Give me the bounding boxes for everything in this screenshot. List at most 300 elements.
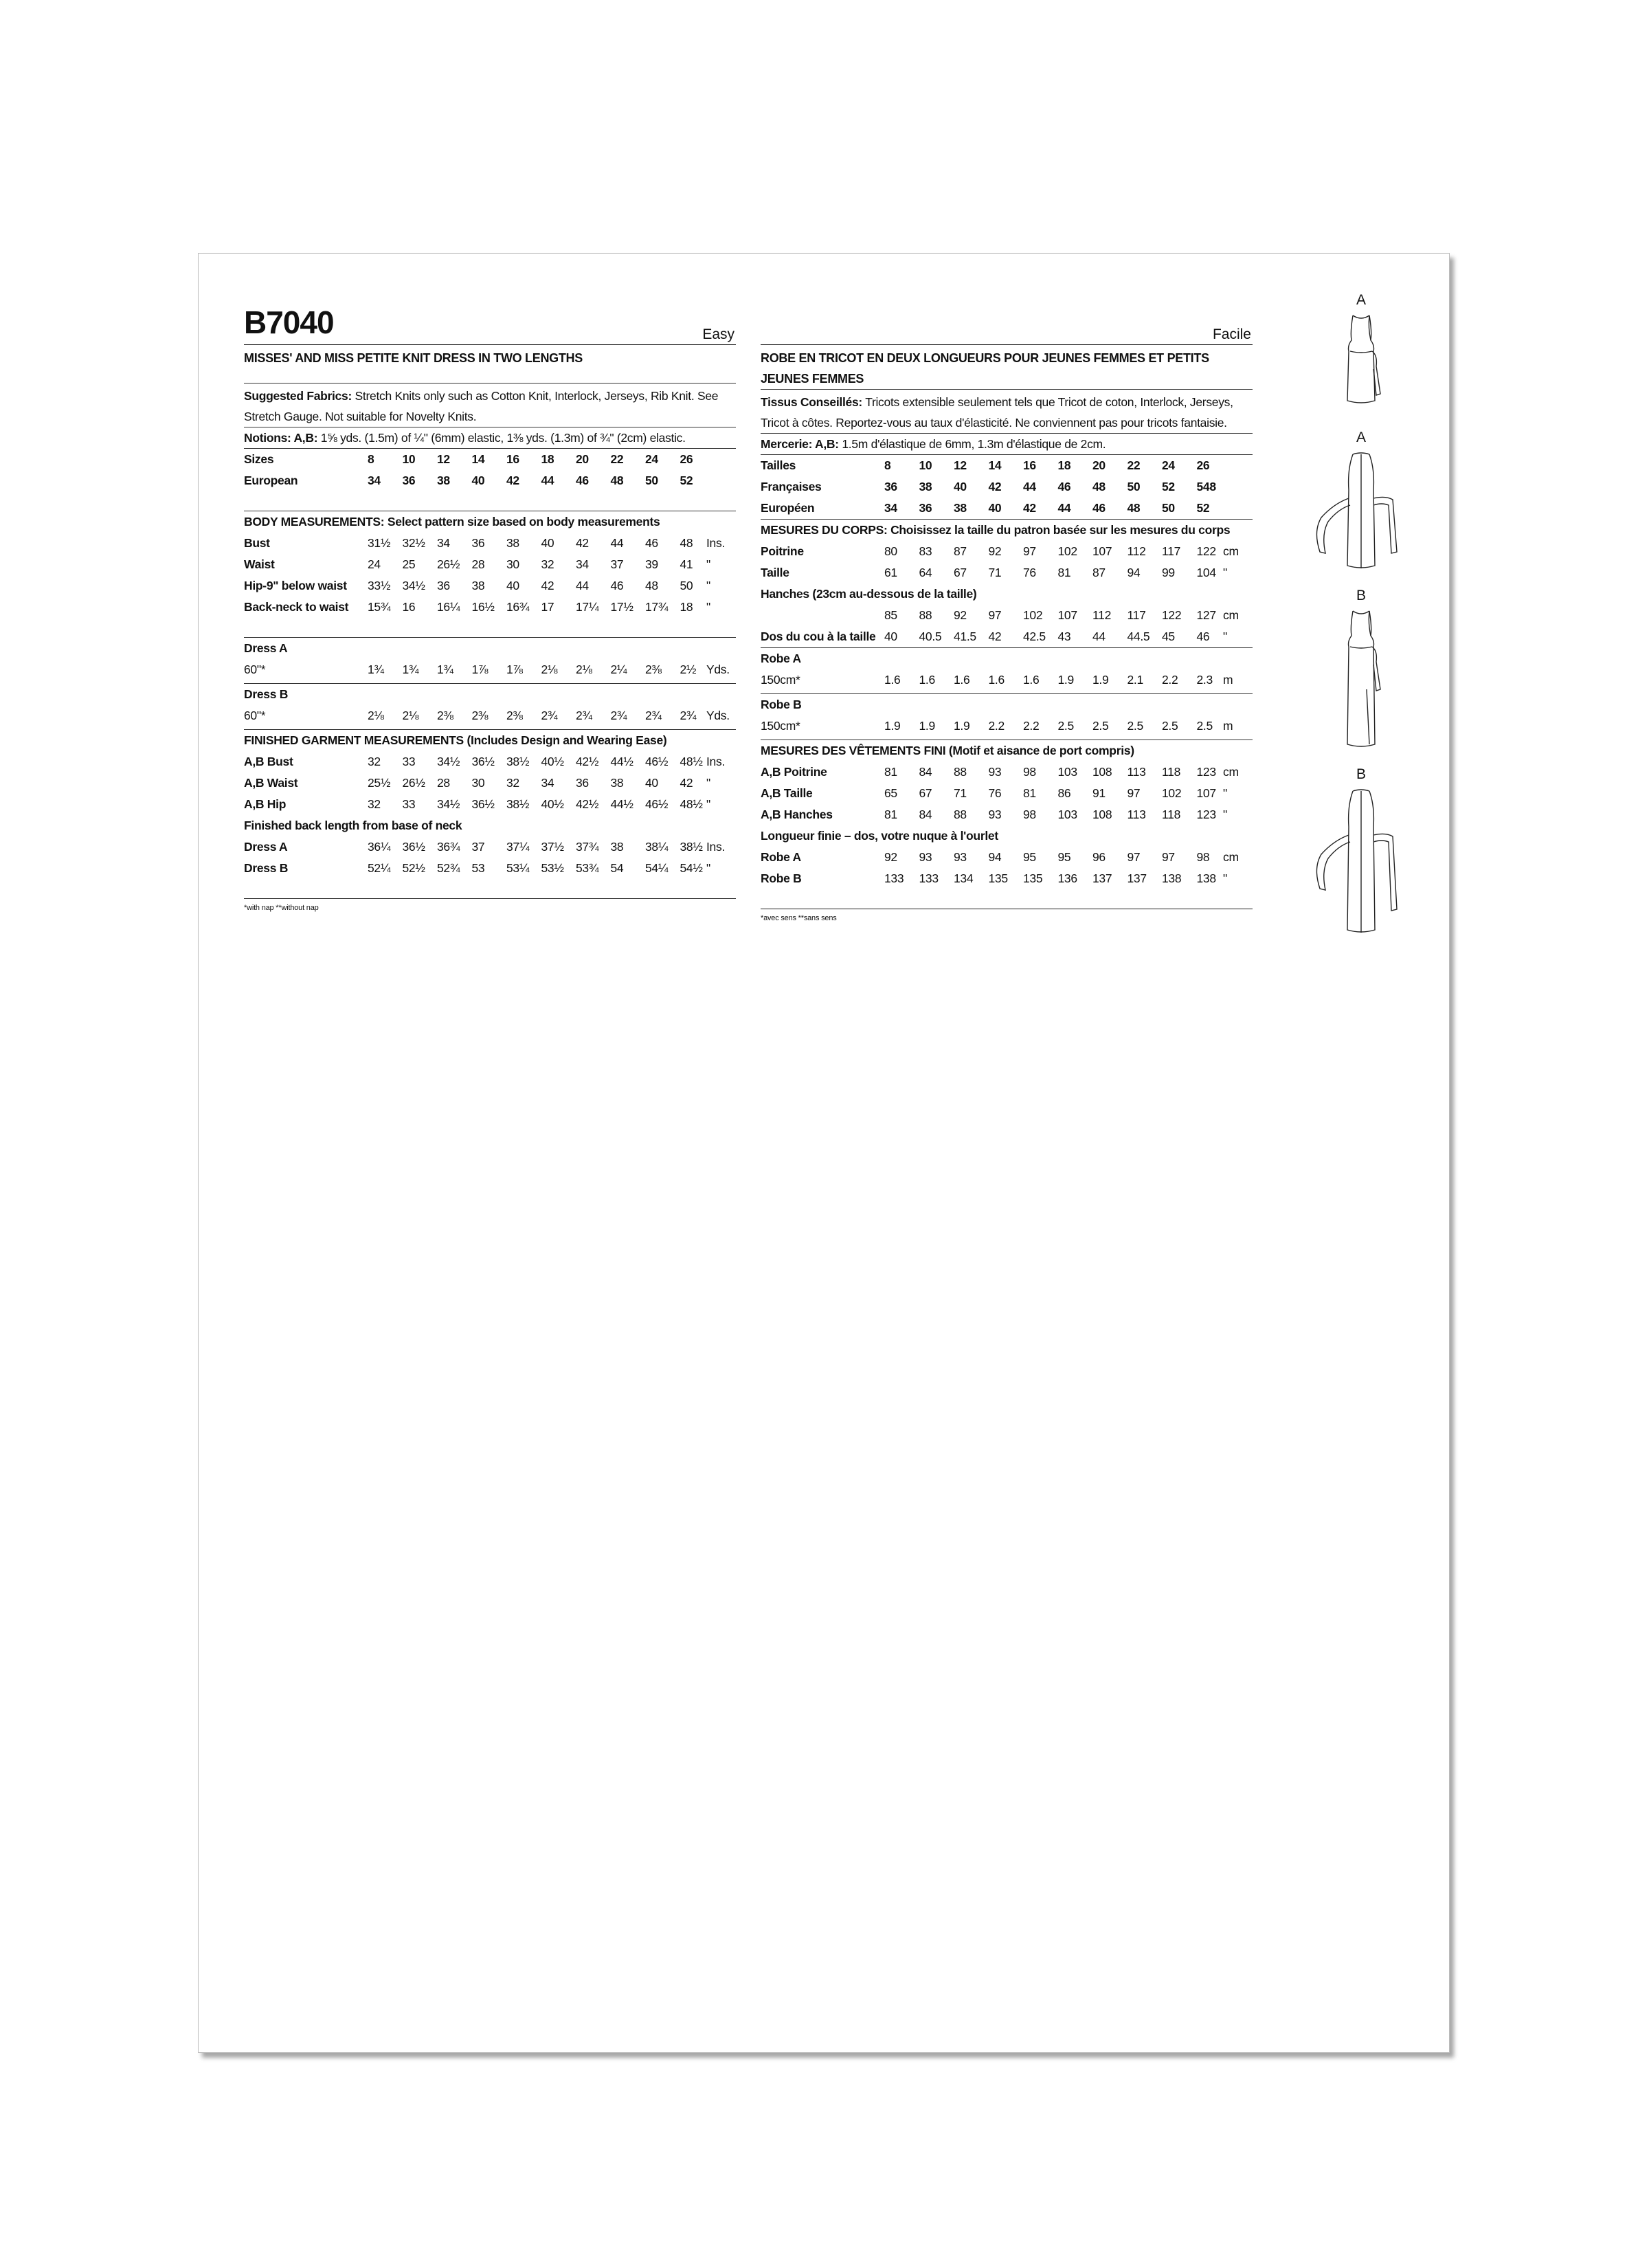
cell-size-0: 61 bbox=[884, 566, 897, 579]
cell-size-2: 88 bbox=[954, 765, 967, 779]
row-label: Dos du cou à la taille bbox=[761, 630, 876, 643]
row-label: Waist bbox=[244, 557, 275, 571]
cell-size-5: 18 bbox=[1057, 458, 1071, 472]
table-row bbox=[244, 533, 736, 554]
difficulty-label: Easy bbox=[702, 326, 734, 342]
cell-size-6: 91 bbox=[1092, 786, 1106, 800]
row-label: Back-neck to waist bbox=[244, 600, 349, 614]
cell-size-3: 94 bbox=[988, 850, 1002, 864]
cell-size-1: 10 bbox=[402, 452, 416, 466]
cell-size-6: 44 bbox=[576, 579, 589, 592]
table-row bbox=[244, 858, 736, 879]
cell-size-4: 38½ bbox=[506, 797, 530, 811]
cell-size-5: 2.5 bbox=[1057, 719, 1074, 733]
cell-size-3: 93 bbox=[988, 808, 1002, 821]
cell-size-0: 33½ bbox=[368, 579, 391, 592]
cell-size-7: 22 bbox=[1127, 458, 1141, 472]
cell-size-8: 40 bbox=[645, 776, 658, 790]
cell-size-6: 112 bbox=[1092, 608, 1111, 622]
cell-size-7: 97 bbox=[1127, 786, 1141, 800]
cell-size-1: 83 bbox=[919, 544, 932, 558]
cell-size-2: 1¾ bbox=[437, 663, 453, 676]
cell-size-4: 81 bbox=[1023, 786, 1036, 800]
notions bbox=[761, 434, 1253, 454]
table-row bbox=[761, 541, 1253, 562]
unit-label: " bbox=[706, 776, 710, 790]
cell-size-7: 38 bbox=[610, 840, 624, 854]
pattern-sheet bbox=[198, 253, 1450, 2053]
notions-label: Mercerie: A,B: bbox=[761, 437, 839, 451]
cell-size-8: 46 bbox=[645, 536, 658, 550]
row-label: Sizes bbox=[244, 452, 274, 466]
cell-size-1: 1.6 bbox=[919, 673, 935, 687]
cell-size-3: 2⅜ bbox=[471, 709, 489, 722]
cell-size-8: 48 bbox=[645, 579, 658, 592]
cell-size-5: 103 bbox=[1057, 808, 1077, 821]
row-label: Taille bbox=[761, 566, 789, 579]
cell-size-7: 46 bbox=[610, 579, 624, 592]
cell-size-4: 42 bbox=[1023, 501, 1036, 515]
cell-size-6: 108 bbox=[1092, 808, 1112, 821]
row-label: Européen bbox=[761, 501, 815, 515]
cell-size-5: 32 bbox=[541, 557, 554, 571]
cell-size-7: 2.1 bbox=[1127, 673, 1143, 687]
unit-label: m bbox=[1223, 719, 1233, 733]
cell-size-9: 2¾ bbox=[680, 709, 697, 722]
cell-size-0: 85 bbox=[884, 608, 897, 622]
cell-size-7: 113 bbox=[1127, 808, 1146, 821]
cell-size-0: 40 bbox=[884, 630, 897, 643]
cell-size-7: 2¾ bbox=[610, 709, 627, 722]
table-row bbox=[761, 761, 1253, 783]
cell-size-1: 84 bbox=[919, 808, 932, 821]
cell-size-3: 36½ bbox=[471, 797, 495, 811]
unit-label: Ins. bbox=[706, 755, 726, 768]
cell-size-9: 52 bbox=[1196, 501, 1210, 515]
cell-size-7: 2¼ bbox=[610, 663, 627, 676]
dress-b-back-sketch bbox=[1286, 766, 1437, 945]
table-row bbox=[761, 498, 1253, 519]
cell-size-5: 18 bbox=[541, 452, 554, 466]
cell-size-6: 2⅛ bbox=[576, 663, 592, 676]
finished-measurements-heading: MESURES DES VÊTEMENTS FINI (Motif et aisance de port compris) bbox=[761, 744, 1134, 757]
table-row bbox=[761, 669, 1253, 691]
view-letter: B bbox=[1356, 766, 1366, 782]
cell-size-3: 71 bbox=[988, 566, 1002, 579]
table-row bbox=[761, 715, 1253, 737]
fabrics-label: Tissus Conseillés: bbox=[761, 395, 862, 409]
row-label: Poitrine bbox=[761, 544, 804, 558]
row-label: 150cm* bbox=[761, 719, 800, 733]
cell-size-7: 44 bbox=[610, 536, 624, 550]
cell-size-4: 135 bbox=[1023, 871, 1043, 885]
body-measurements-heading: BODY MEASUREMENTS: Select pattern size based on body measurements bbox=[244, 515, 660, 529]
cell-size-3: 42 bbox=[988, 480, 1002, 493]
cell-size-5: 42 bbox=[541, 579, 554, 592]
cell-size-1: 1.9 bbox=[919, 719, 935, 733]
cell-size-4: 98 bbox=[1023, 808, 1036, 821]
table-row bbox=[244, 794, 736, 815]
fabrics-text: Tricots extensible seulement tels que Tricot de coton, Interlock, Jerseys, Tricot à côtes. Reportez-vous au taux d'élasticité. Ne conviennent pas pour tricots fantaisie. bbox=[761, 395, 1233, 430]
cell-size-0: 2⅛ bbox=[368, 709, 384, 722]
cell-size-1: 1¾ bbox=[402, 663, 419, 676]
cell-size-6: 44 bbox=[1092, 630, 1106, 643]
robe-a-yardage-heading: Robe A bbox=[761, 652, 801, 665]
cell-size-4: 42 bbox=[506, 474, 519, 487]
cell-size-9: 50 bbox=[680, 579, 693, 592]
cell-size-0: 8 bbox=[884, 458, 891, 472]
cell-size-0: 32 bbox=[368, 755, 381, 768]
header bbox=[761, 303, 1253, 345]
cell-size-7: 97 bbox=[1127, 850, 1141, 864]
cell-size-1: 32½ bbox=[402, 536, 425, 550]
cell-size-2: 134 bbox=[954, 871, 974, 885]
table-row bbox=[244, 449, 736, 470]
cell-size-7: 38 bbox=[610, 776, 624, 790]
unit-label: " bbox=[706, 600, 710, 614]
unit-label: " bbox=[1223, 871, 1227, 885]
cell-size-5: 44 bbox=[541, 474, 554, 487]
row-label: A,B Waist bbox=[244, 776, 298, 790]
cell-size-1: 36 bbox=[402, 474, 416, 487]
cell-size-9: 42 bbox=[680, 776, 693, 790]
row-label: Bust bbox=[244, 536, 270, 550]
cell-size-0: 80 bbox=[884, 544, 897, 558]
cell-size-7: 2.5 bbox=[1127, 719, 1143, 733]
cell-size-1: 67 bbox=[919, 786, 932, 800]
cell-size-7: 137 bbox=[1127, 871, 1147, 885]
cell-size-0: 25½ bbox=[368, 776, 391, 790]
cell-size-5: 40½ bbox=[541, 755, 564, 768]
row-label: Dress B bbox=[244, 861, 289, 875]
row-label: A,B Hip bbox=[244, 797, 287, 811]
cell-size-0: 81 bbox=[884, 808, 897, 821]
garment-sketches bbox=[1286, 292, 1437, 993]
cell-size-5: 102 bbox=[1057, 544, 1077, 558]
cell-size-3: 92 bbox=[988, 544, 1002, 558]
cell-size-8: 52 bbox=[1162, 480, 1175, 493]
dress-a-back-icon bbox=[1286, 449, 1437, 586]
cell-size-2: 34 bbox=[437, 536, 450, 550]
robe-b-yardage-heading: Robe B bbox=[761, 698, 802, 711]
cell-size-7: 44½ bbox=[610, 797, 633, 811]
dress-b-back-icon bbox=[1286, 786, 1437, 944]
cell-size-1: 40.5 bbox=[919, 630, 942, 643]
cell-size-2: 87 bbox=[954, 544, 967, 558]
cell-size-3: 93 bbox=[988, 765, 1002, 779]
unit-label: m bbox=[1223, 673, 1233, 687]
cell-size-1: 38 bbox=[919, 480, 932, 493]
cell-size-5: 107 bbox=[1057, 608, 1077, 622]
row-label: Robe B bbox=[761, 871, 802, 885]
french-column bbox=[761, 303, 1253, 924]
cell-size-5: 46 bbox=[1057, 480, 1071, 493]
cell-size-0: 24 bbox=[368, 557, 381, 571]
cell-size-8: 2.5 bbox=[1162, 719, 1178, 733]
cell-size-8: 122 bbox=[1162, 608, 1182, 622]
cell-size-9: 26 bbox=[1196, 458, 1210, 472]
cell-size-4: 38 bbox=[506, 536, 519, 550]
cell-size-1: 33 bbox=[402, 797, 416, 811]
cell-size-7: 17½ bbox=[610, 600, 633, 614]
table-row bbox=[761, 562, 1253, 583]
cell-size-8: 50 bbox=[645, 474, 658, 487]
cell-size-7: 94 bbox=[1127, 566, 1141, 579]
cell-size-4: 2.2 bbox=[1023, 719, 1040, 733]
cell-size-7: 44½ bbox=[610, 755, 633, 768]
cell-size-6: 2.5 bbox=[1092, 719, 1109, 733]
cell-size-0: 8 bbox=[368, 452, 374, 466]
cell-size-2: 41.5 bbox=[954, 630, 976, 643]
row-label: Hip-9" below waist bbox=[244, 579, 347, 592]
english-column bbox=[244, 303, 736, 914]
cell-size-3: 42 bbox=[988, 630, 1002, 643]
cell-size-4: 16 bbox=[506, 452, 519, 466]
table-row bbox=[244, 659, 736, 680]
cell-size-9: 18 bbox=[680, 600, 693, 614]
cell-size-3: 16½ bbox=[471, 600, 495, 614]
unit-label: " bbox=[706, 557, 710, 571]
cell-size-5: 81 bbox=[1057, 566, 1071, 579]
cell-size-2: 38 bbox=[437, 474, 450, 487]
cell-size-6: 20 bbox=[1092, 458, 1106, 472]
cell-size-7: 112 bbox=[1127, 544, 1146, 558]
cell-size-7: 48 bbox=[610, 474, 624, 487]
cell-size-9: 104 bbox=[1196, 566, 1216, 579]
cell-size-2: 1.6 bbox=[954, 673, 970, 687]
cell-size-8: 45 bbox=[1162, 630, 1175, 643]
cell-size-4: 95 bbox=[1023, 850, 1036, 864]
suggested-fabrics bbox=[244, 386, 736, 427]
cell-size-6: 108 bbox=[1092, 765, 1112, 779]
cell-size-1: 36 bbox=[919, 501, 932, 515]
cell-size-3: 37 bbox=[471, 840, 485, 854]
cell-size-3: 14 bbox=[988, 458, 1002, 472]
cell-size-4: 2⅜ bbox=[506, 709, 523, 722]
cell-size-6: 20 bbox=[576, 452, 589, 466]
cell-size-4: 1.6 bbox=[1023, 673, 1040, 687]
row-label: A,B Hanches bbox=[761, 808, 833, 821]
cell-size-4: 37¼ bbox=[506, 840, 530, 854]
cell-size-4: 44 bbox=[1023, 480, 1036, 493]
cell-size-2: 16¼ bbox=[437, 600, 460, 614]
cell-size-8: 24 bbox=[645, 452, 658, 466]
cell-size-8: 38¼ bbox=[645, 840, 669, 854]
notions bbox=[244, 427, 736, 448]
table-row bbox=[761, 868, 1253, 889]
cell-size-0: 52¼ bbox=[368, 861, 391, 875]
dress-b-front-sketch bbox=[1286, 588, 1437, 759]
cell-size-8: 138 bbox=[1162, 871, 1182, 885]
cell-size-1: 84 bbox=[919, 765, 932, 779]
cell-size-6: 96 bbox=[1092, 850, 1106, 864]
view-letter: A bbox=[1356, 430, 1366, 445]
cell-size-6: 42 bbox=[576, 536, 589, 550]
table-row bbox=[761, 626, 1253, 647]
table-row bbox=[244, 772, 736, 794]
row-label: 60"* bbox=[244, 663, 266, 676]
cell-size-8: 17¾ bbox=[645, 600, 669, 614]
cell-size-9: 2.5 bbox=[1196, 719, 1213, 733]
cell-size-6: 34 bbox=[576, 557, 589, 571]
cell-size-3: 40 bbox=[988, 501, 1002, 515]
cell-size-0: 32 bbox=[368, 797, 381, 811]
cell-size-9: 107 bbox=[1196, 786, 1216, 800]
cell-size-5: 103 bbox=[1057, 765, 1077, 779]
cell-size-9: 2½ bbox=[680, 663, 697, 676]
cell-size-0: 31½ bbox=[368, 536, 391, 550]
table-row bbox=[244, 751, 736, 772]
cell-size-7: 50 bbox=[1127, 480, 1141, 493]
dress-b-front-icon bbox=[1286, 607, 1437, 765]
cell-size-5: 40½ bbox=[541, 797, 564, 811]
view-letter: B bbox=[1356, 588, 1366, 603]
cell-size-8: 39 bbox=[645, 557, 658, 571]
row-label: Robe A bbox=[761, 850, 801, 864]
row-label: 150cm* bbox=[761, 673, 800, 687]
unit-label: " bbox=[706, 797, 710, 811]
body-measurements-heading: MESURES DU CORPS: Choisissez la taille du patron basée sur les mesures du corps bbox=[761, 523, 1231, 537]
cell-size-3: 135 bbox=[988, 871, 1008, 885]
cell-size-4: 16¾ bbox=[506, 600, 530, 614]
cell-size-2: 34½ bbox=[437, 755, 460, 768]
cell-size-0: 1.9 bbox=[884, 719, 901, 733]
cell-size-8: 50 bbox=[1162, 501, 1175, 515]
cell-size-9: 98 bbox=[1196, 850, 1210, 864]
cell-size-4: 40 bbox=[506, 579, 519, 592]
cell-size-8: 2.2 bbox=[1162, 673, 1178, 687]
cell-size-1: 93 bbox=[919, 850, 932, 864]
cell-size-4: 102 bbox=[1023, 608, 1043, 622]
cell-size-7: 54 bbox=[610, 861, 624, 875]
cell-size-9: 46 bbox=[1196, 630, 1210, 643]
cell-size-9: 123 bbox=[1196, 808, 1216, 821]
cell-size-1: 16 bbox=[402, 600, 416, 614]
cell-size-8: 117 bbox=[1162, 544, 1180, 558]
cell-size-6: 2¾ bbox=[576, 709, 592, 722]
hanches-heading: Hanches (23cm au-dessous de la taille) bbox=[761, 587, 977, 601]
cell-size-8: 118 bbox=[1162, 765, 1180, 779]
cell-size-6: 48 bbox=[1092, 480, 1106, 493]
cell-size-6: 42½ bbox=[576, 797, 599, 811]
cell-size-3: 38 bbox=[471, 579, 485, 592]
pattern-code: B7040 bbox=[244, 304, 334, 340]
cell-size-2: 1.9 bbox=[954, 719, 970, 733]
notions-text: 1⅝ yds. (1.5m) of ¼" (6mm) elastic, 1⅜ yds. (1.3m) of ¾" (2cm) elastic. bbox=[317, 431, 686, 445]
cell-size-5: 34 bbox=[541, 776, 554, 790]
table-row bbox=[761, 605, 1253, 626]
cell-size-3: 76 bbox=[988, 786, 1002, 800]
cell-size-7: 113 bbox=[1127, 765, 1146, 779]
cell-size-6: 107 bbox=[1092, 544, 1112, 558]
cell-size-3: 36 bbox=[471, 536, 485, 550]
cell-size-6: 46 bbox=[1092, 501, 1106, 515]
cell-size-6: 1.9 bbox=[1092, 673, 1109, 687]
cell-size-9: 52 bbox=[680, 474, 693, 487]
cell-size-5: 17 bbox=[541, 600, 554, 614]
cell-size-3: 36½ bbox=[471, 755, 495, 768]
cell-size-2: 36¾ bbox=[437, 840, 460, 854]
cell-size-5: 37½ bbox=[541, 840, 564, 854]
cell-size-6: 137 bbox=[1092, 871, 1112, 885]
cell-size-1: 34½ bbox=[402, 579, 425, 592]
table-row bbox=[244, 554, 736, 575]
cell-size-4: 30 bbox=[506, 557, 519, 571]
dress-a-front-icon bbox=[1286, 311, 1437, 428]
unit-label: Yds. bbox=[706, 663, 730, 676]
row-label: A,B Bust bbox=[244, 755, 293, 768]
cell-size-0: 65 bbox=[884, 786, 897, 800]
cell-size-9: 48½ bbox=[680, 755, 703, 768]
cell-size-8: 97 bbox=[1162, 850, 1175, 864]
row-label: Dress A bbox=[244, 840, 288, 854]
cell-size-7: 117 bbox=[1127, 608, 1146, 622]
unit-label: cm bbox=[1223, 850, 1239, 864]
cell-size-5: 2⅛ bbox=[541, 663, 558, 676]
cell-size-2: 88 bbox=[954, 808, 967, 821]
cell-size-0: 15¾ bbox=[368, 600, 391, 614]
cell-size-5: 53½ bbox=[541, 861, 564, 875]
row-label: Tailles bbox=[761, 458, 796, 472]
cell-size-2: 38 bbox=[954, 501, 967, 515]
pattern-title: ROBE EN TRICOT EN DEUX LONGUEURS POUR JEUNES FEMMES ET PETITS JEUNES FEMMES bbox=[761, 351, 1209, 386]
cell-size-3: 97 bbox=[988, 608, 1002, 622]
cell-size-6: 17¼ bbox=[576, 600, 599, 614]
suggested-fabrics bbox=[761, 392, 1253, 433]
cell-size-7: 37 bbox=[610, 557, 624, 571]
cell-size-8: 99 bbox=[1162, 566, 1175, 579]
unit-label: " bbox=[1223, 630, 1227, 643]
cell-size-7: 48 bbox=[1127, 501, 1141, 515]
cell-size-2: 92 bbox=[954, 608, 967, 622]
unit-label: cm bbox=[1223, 608, 1239, 622]
cell-size-4: 1⅞ bbox=[506, 663, 523, 676]
cell-size-6: 46 bbox=[576, 474, 589, 487]
cell-size-5: 40 bbox=[541, 536, 554, 550]
cell-size-2: 93 bbox=[954, 850, 967, 864]
cell-size-9: 48½ bbox=[680, 797, 703, 811]
cell-size-4: 42.5 bbox=[1023, 630, 1046, 643]
row-label: European bbox=[244, 474, 298, 487]
unit-label: " bbox=[1223, 808, 1227, 821]
cell-size-0: 1¾ bbox=[368, 663, 384, 676]
footnote: *with nap **without nap bbox=[244, 904, 319, 912]
table-row bbox=[244, 597, 736, 618]
cell-size-6: 42½ bbox=[576, 755, 599, 768]
cell-size-2: 67 bbox=[954, 566, 967, 579]
cell-size-7: 22 bbox=[610, 452, 624, 466]
cell-size-9: 26 bbox=[680, 452, 693, 466]
table-row bbox=[761, 476, 1253, 498]
cell-size-0: 92 bbox=[884, 850, 897, 864]
cell-size-3: 40 bbox=[471, 474, 485, 487]
cell-size-1: 10 bbox=[919, 458, 932, 472]
finished-measurements-heading: FINISHED GARMENT MEASUREMENTS (Includes Design and Wearing Ease) bbox=[244, 733, 667, 747]
view-letter: A bbox=[1356, 292, 1366, 308]
difficulty-label: Facile bbox=[1212, 326, 1251, 342]
cell-size-0: 1.6 bbox=[884, 673, 901, 687]
cell-size-5: 95 bbox=[1057, 850, 1071, 864]
cell-size-9: 48 bbox=[680, 536, 693, 550]
cell-size-1: 133 bbox=[919, 871, 939, 885]
table-row bbox=[761, 847, 1253, 868]
unit-label: Ins. bbox=[706, 840, 726, 854]
cell-size-3: 2.2 bbox=[988, 719, 1005, 733]
cell-size-0: 34 bbox=[884, 501, 897, 515]
unit-label: Ins. bbox=[706, 536, 726, 550]
cell-size-8: 2¾ bbox=[645, 709, 662, 722]
cell-size-0: 133 bbox=[884, 871, 904, 885]
